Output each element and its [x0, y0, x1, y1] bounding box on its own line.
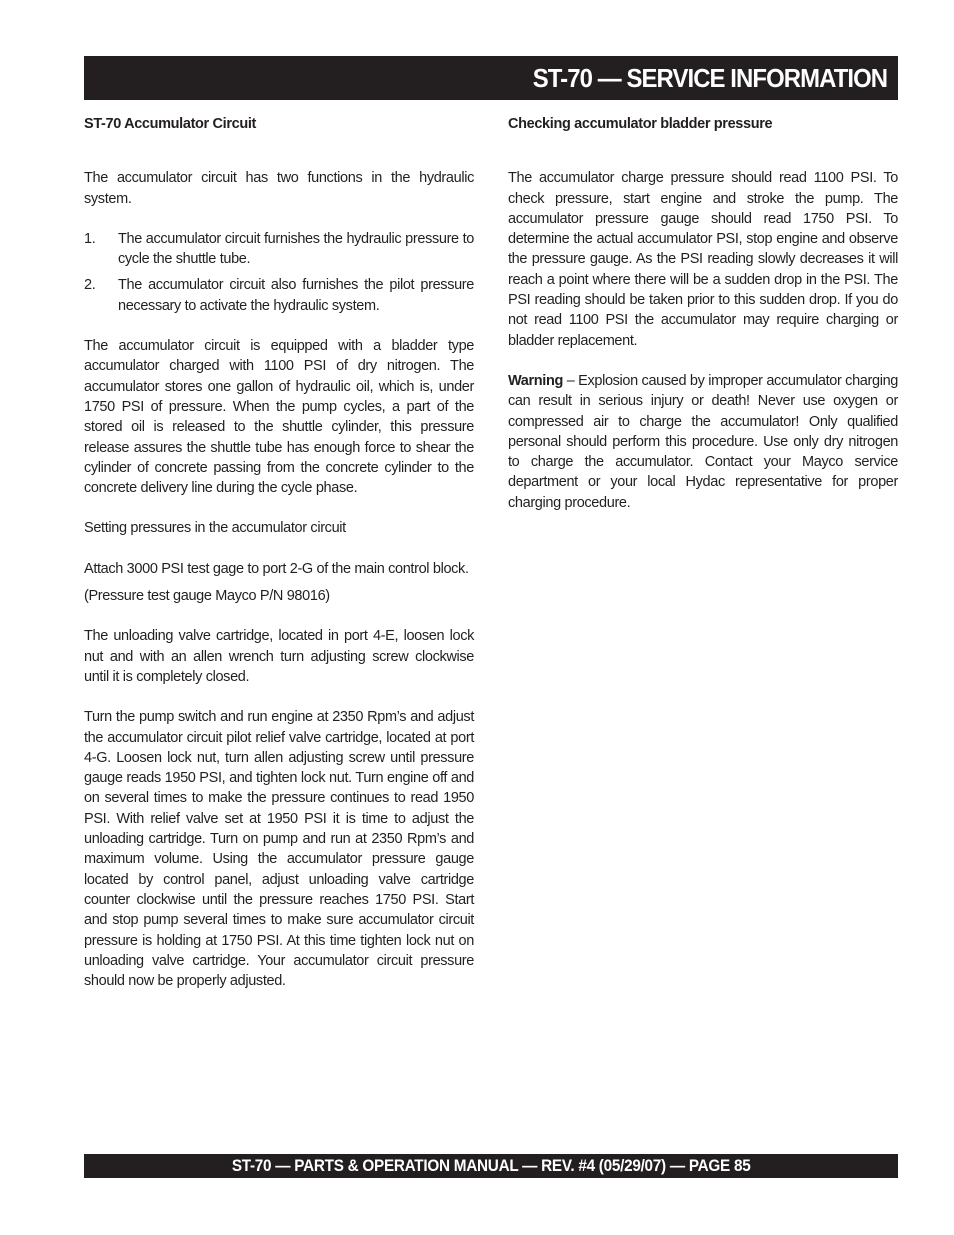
adjustment-procedure-paragraph: Turn the pump switch and run engine at 2350 Rpm’s and adjust the accumulator circuit pilot relief valve cartridge, located at port 4-G. Loosen lock nut, turn allen adjusting screw until pressure gauge reads 1950 PSI, and tighten lock nut. Turn engine off and on several times to make the pressure continues to read 1950 PSI. With relief valve set at 1950 PSI it is time to adjust the unloading cartridge. Turn on pump and run at 2350 Rpm’s and maximum volume. Using the accumulator pressure gauge located by control panel, adjust unloading valve cartridge counter clockwise until the pressure reaches 1750 PSI. Start and stop pump several times to make sure accumulator circuit pressure is holding at 1750 PSI. At this time tighten lock nut on unloading valve cartridge. Your accumulator circuit pressure should now be properly adjusted.: [84, 709, 474, 990]
checking-pressure-paragraph: The accumulator charge pressure should read 1100 PSI. To check pressure, start engine and stroke the pump. The accumulator pressure gauge should read 1750 PSI. To determine the actual accumulator PSI, stop engine and observe the pressure gauge. As the PSI reading slowly decreases it will reach a point where there will be a sudden drop in the PSI. The PSI reading should be taken prior to this sudden drop. If you do not read 1100 PSI the accumulator may require charging or bladder replacement.: [508, 170, 898, 349]
list-item-number: 1.: [84, 230, 96, 247]
footer-text: ST-70 — PARTS & OPERATION MANUAL — REV. #4 (05/29/07) — PAGE 85: [231, 1156, 751, 1175]
section-heading-accumulator-circuit: ST-70 Accumulator Circuit: [84, 116, 257, 132]
intro-paragraph: The accumulator circuit has two functions in the hydraulic system.: [84, 170, 474, 207]
page-title: ST-70 — SERVICE INFORMATION: [532, 62, 887, 93]
left-column: [84, 114, 474, 991]
attach-gage-paragraph: Attach 3000 PSI test gage to port 2-G of the main control block.: [84, 560, 469, 577]
warning-text: – Explosion caused by improper accumulator charging can result in serious injury or death! Never use oxygen or compressed air to charge the accumulator! Only qualified personal should perform this procedure. Use only dry nitrogen to charge the accumulator. Contact your Mayco service department or your local Hydac representative for proper charging procedure.: [508, 372, 898, 511]
functions-list: [84, 229, 474, 316]
list-item: [84, 229, 474, 270]
right-column: [508, 114, 898, 513]
unloading-valve-paragraph: The unloading valve cartridge, located in port 4-E, loosen lock nut and with an allen wrench turn adjusting screw clockwise until it is completely closed.: [84, 628, 474, 685]
list-item-text: The accumulator circuit also furnishes the pilot pressure necessary to activate the hydraulic system.: [118, 277, 474, 314]
page-footer-bar: [84, 1154, 898, 1178]
list-item-text: The accumulator circuit furnishes the hydraulic pressure to cycle the shuttle tube.: [118, 230, 474, 268]
warning-label: Warning: [508, 372, 564, 389]
bladder-paragraph: The accumulator circuit is equipped with a bladder type accumulator charged with 1100 PSI of dry nitrogen. The accumulator stores one gallon of hydraulic oil, which is, under 1750 PSI of pressure. When the pump cycles, a part of the stored oil is released to the shuttle cylinder, this pressure release assures the shuttle tube has enough force to shear the cylinder of concrete passing from the concrete cylinder to the concrete delivery line during the cycle phase.: [84, 338, 474, 497]
warning-paragraph: [508, 371, 898, 513]
setting-pressures-heading: Setting pressures in the accumulator circuit: [84, 520, 346, 537]
list-item: [84, 275, 474, 316]
gauge-part-number: (Pressure test gauge Mayco P/N 98016): [84, 588, 330, 605]
section-heading-bladder-pressure: Checking accumulator bladder pressure: [508, 116, 773, 132]
page-header-bar: [84, 56, 898, 100]
list-item-number: 2.: [84, 277, 96, 294]
